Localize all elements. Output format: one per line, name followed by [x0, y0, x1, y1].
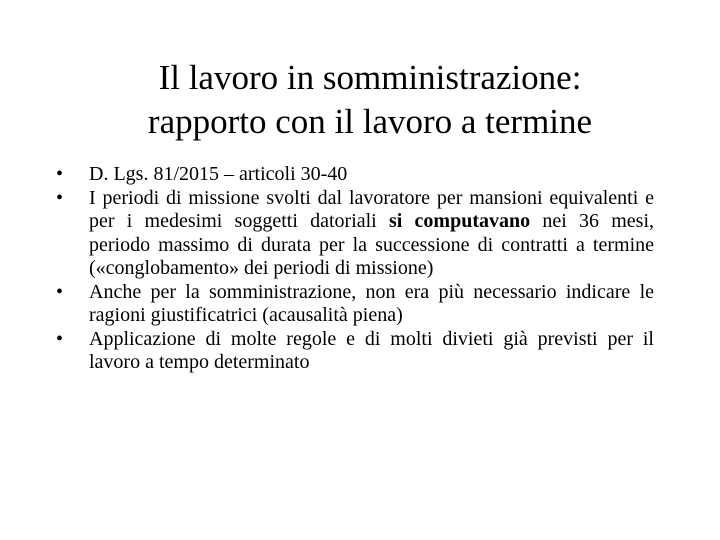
- bullet-dot-icon: •: [56, 163, 64, 185]
- bullet-text-before: I periodi di missione svolti dal lavoratore per mansioni equivalenti e per i medesimi soggetti datoriali: [89, 186, 654, 232]
- bullet-item-legal-reference: [56, 163, 654, 187]
- bullet-text: Anche per la somministrazione, non era più necessario indicare le ragioni giustificatrici (acausalità piena): [89, 280, 654, 326]
- bullet-text-after: nei 36 mesi, periodo massimo di durata per la successione di contratti a termine («conglobamento» dei periodi di missione): [89, 210, 654, 279]
- bullet-item-rules-application: [56, 328, 654, 375]
- slide-title-line-2: rapporto con il lavoro a termine: [147, 102, 593, 141]
- bullet-item-mission-periods: [56, 187, 654, 281]
- bullet-text-bold: si computavano: [388, 210, 531, 232]
- bullet-text: D. Lgs. 81/2015 – articoli 30-40: [89, 163, 348, 185]
- bullet-dot-icon: •: [56, 280, 64, 303]
- slide-title: [60, 56, 680, 144]
- bullet-text: Applicazione di molte regole e di molti divieti già previsti per il lavoro a tempo determinato: [89, 327, 654, 373]
- bullet-list: [56, 163, 654, 375]
- bullet-item-acausality: [56, 281, 654, 328]
- bullet-dot-icon: •: [56, 327, 64, 350]
- slide-title-line-1: Il lavoro in somministrazione:: [158, 58, 582, 97]
- bullet-dot-icon: •: [56, 186, 64, 209]
